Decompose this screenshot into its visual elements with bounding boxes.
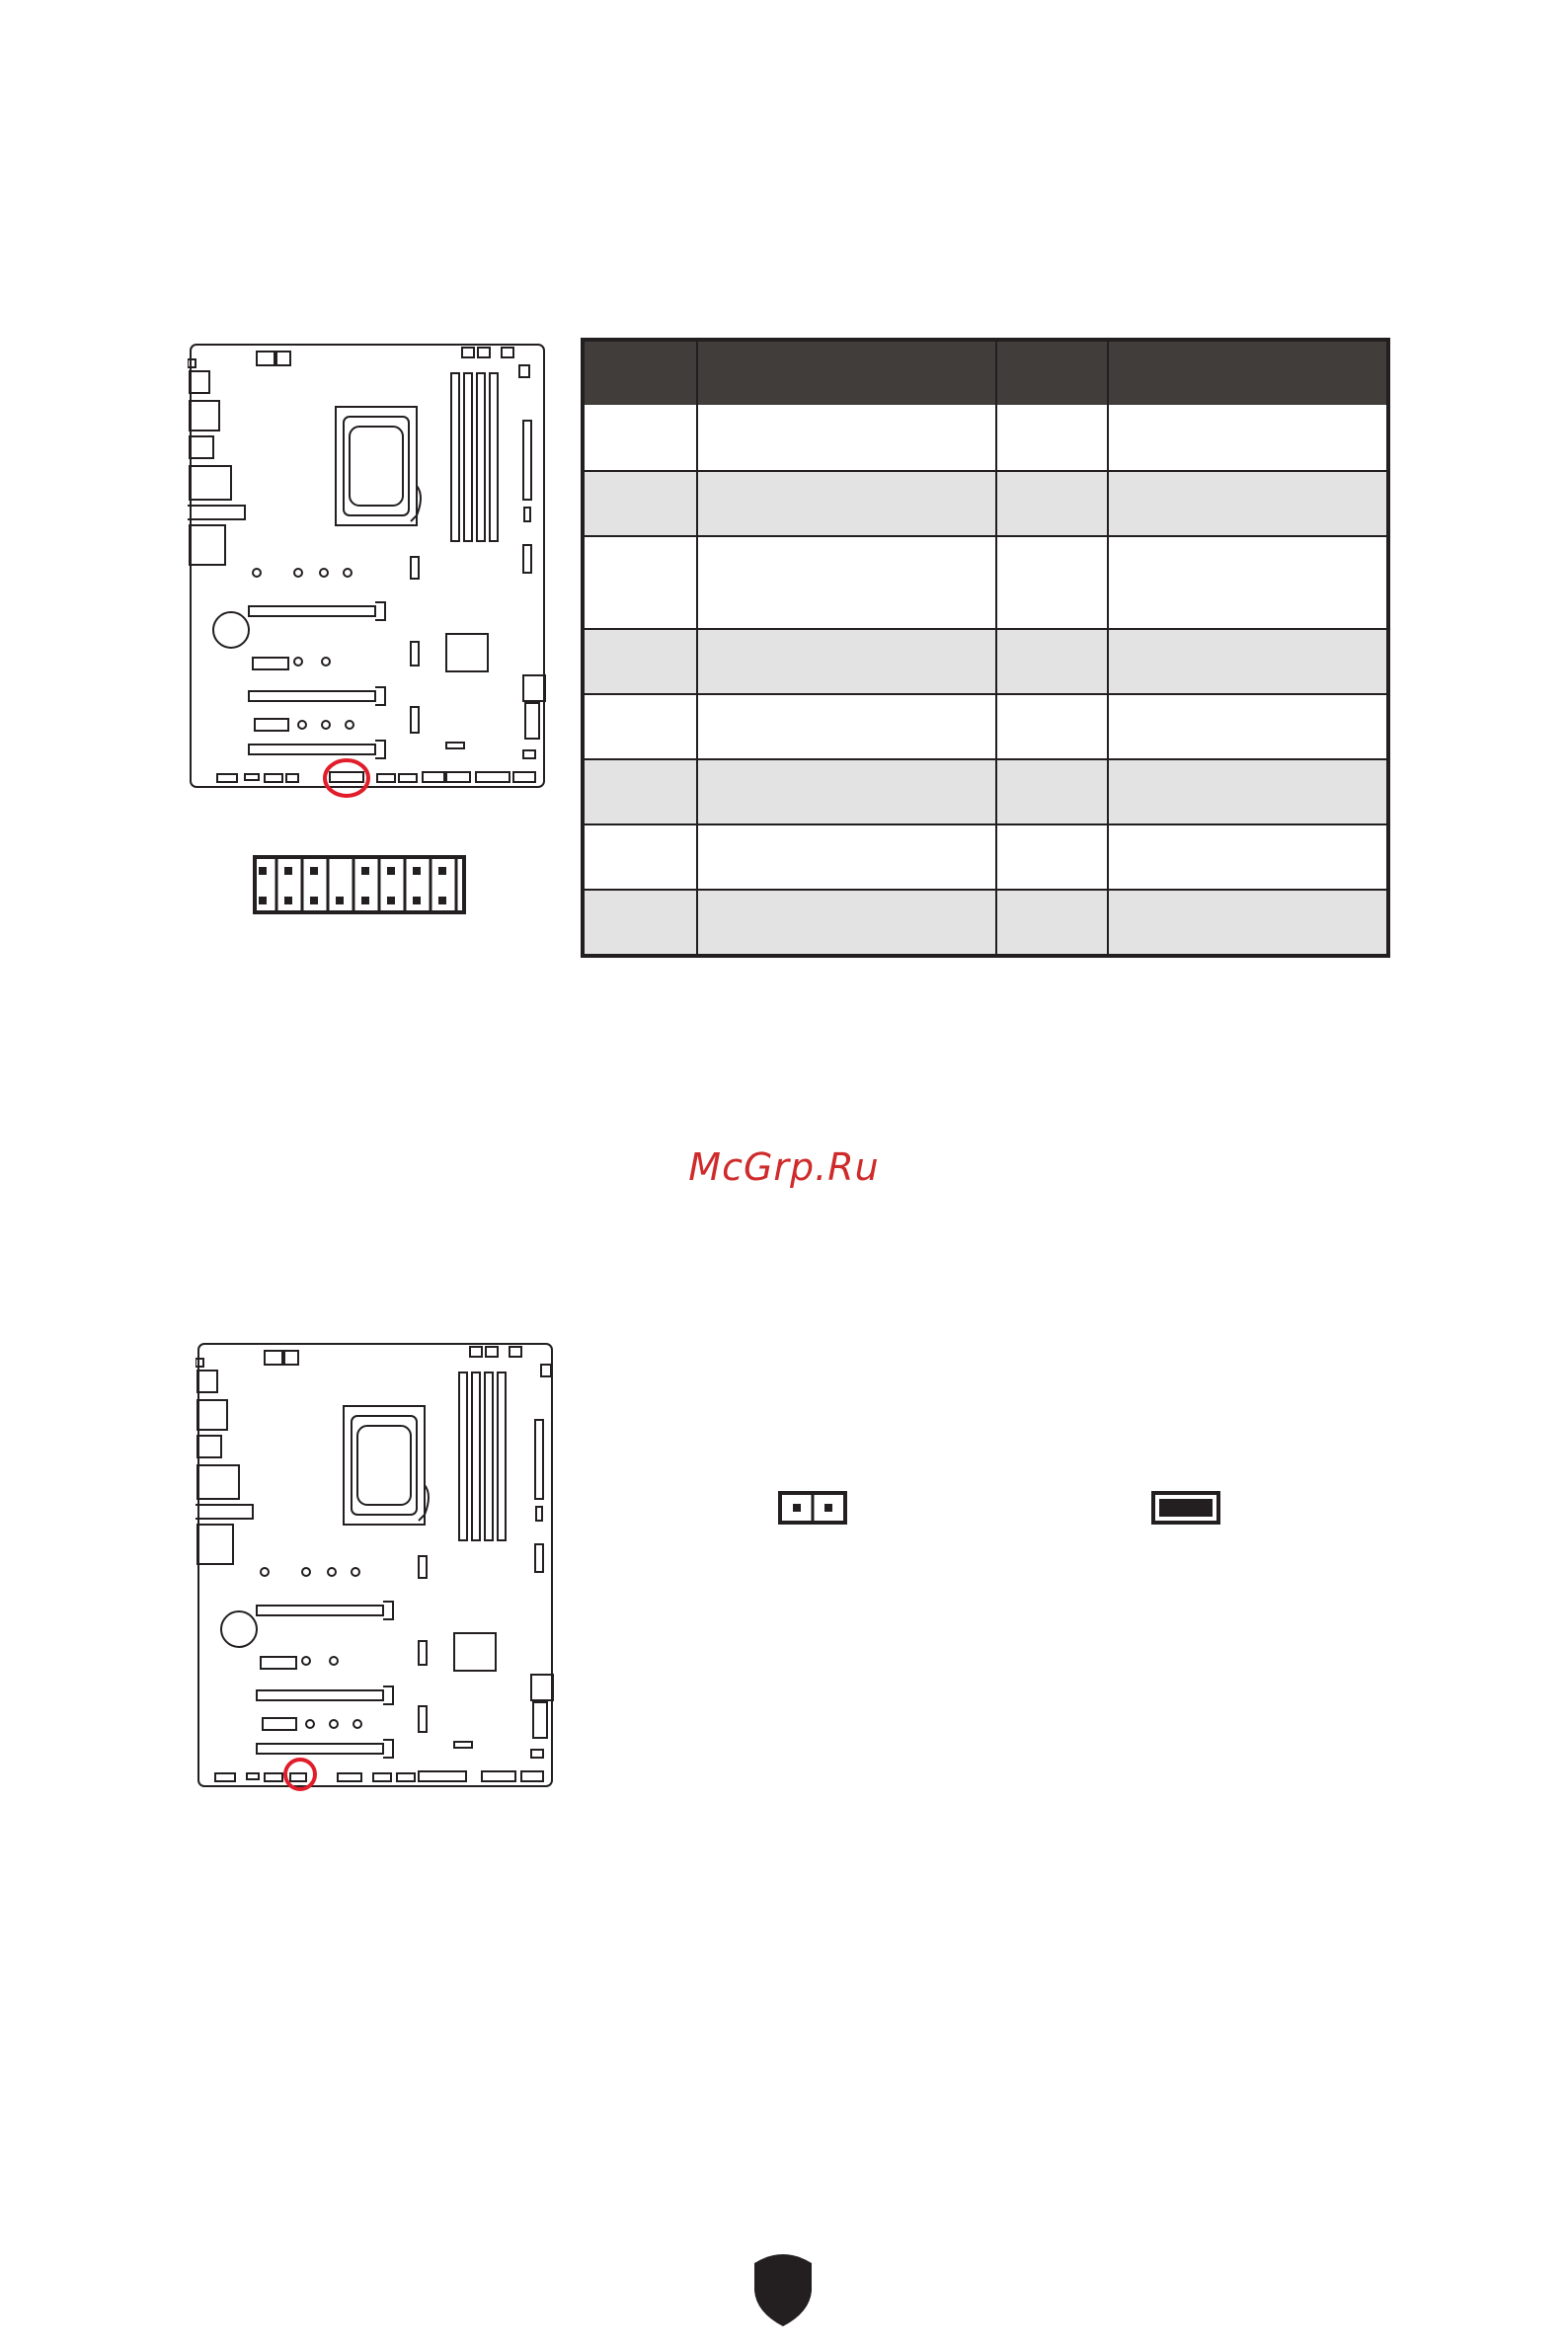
table-cell: [1107, 891, 1386, 954]
table-row: [585, 535, 1386, 628]
shield-logo-icon: [750, 2251, 816, 2328]
table-cell: [995, 630, 1107, 693]
table-cell: [696, 472, 995, 535]
table-cell: [1107, 472, 1386, 535]
motherboard-diagram-bottom: [196, 1337, 561, 1801]
table-cell: [585, 630, 696, 693]
table-cell: [696, 760, 995, 823]
jumper-closed-icon: [1151, 1491, 1220, 1525]
table-cell: [995, 537, 1107, 628]
table-cell: [995, 695, 1107, 758]
table-cell: [696, 695, 995, 758]
usb-header-pinout-icon: [253, 855, 468, 916]
table-row: [585, 470, 1386, 535]
table-header-cell: [696, 342, 995, 405]
table-cell: [585, 537, 696, 628]
jumper-open-icon: [778, 1491, 847, 1525]
table-cell: [995, 760, 1107, 823]
table-cell: [696, 630, 995, 693]
table-cell: [1107, 695, 1386, 758]
table-row: [585, 628, 1386, 693]
table-cell: [995, 472, 1107, 535]
table-cell: [696, 537, 995, 628]
table-row: [585, 758, 1386, 823]
watermark-text: McGrp.Ru: [688, 1145, 880, 1189]
table-cell: [696, 891, 995, 954]
table-header-cell: [585, 342, 696, 405]
table-row: [585, 823, 1386, 889]
table-cell: [585, 825, 696, 889]
table-header-cell: [1107, 342, 1386, 405]
table-cell: [1107, 537, 1386, 628]
table-cell: [995, 891, 1107, 954]
table-cell: [995, 825, 1107, 889]
table-cell: [1107, 825, 1386, 889]
table-cell: [995, 405, 1107, 470]
table-cell: [585, 472, 696, 535]
table-cell: [585, 405, 696, 470]
table-cell: [1107, 630, 1386, 693]
table-header-cell: [995, 342, 1107, 405]
pin-definition-table: [581, 338, 1390, 958]
table-cell: [1107, 760, 1386, 823]
table-cell: [585, 695, 696, 758]
table-cell: [696, 825, 995, 889]
table-row: [585, 889, 1386, 954]
table-header-row: [585, 342, 1386, 405]
table-cell: [585, 891, 696, 954]
table-row: [585, 693, 1386, 758]
table-cell: [696, 405, 995, 470]
table-cell: [585, 760, 696, 823]
table-cell: [1107, 405, 1386, 470]
table-row: [585, 405, 1386, 470]
motherboard-diagram-top: [188, 338, 553, 802]
